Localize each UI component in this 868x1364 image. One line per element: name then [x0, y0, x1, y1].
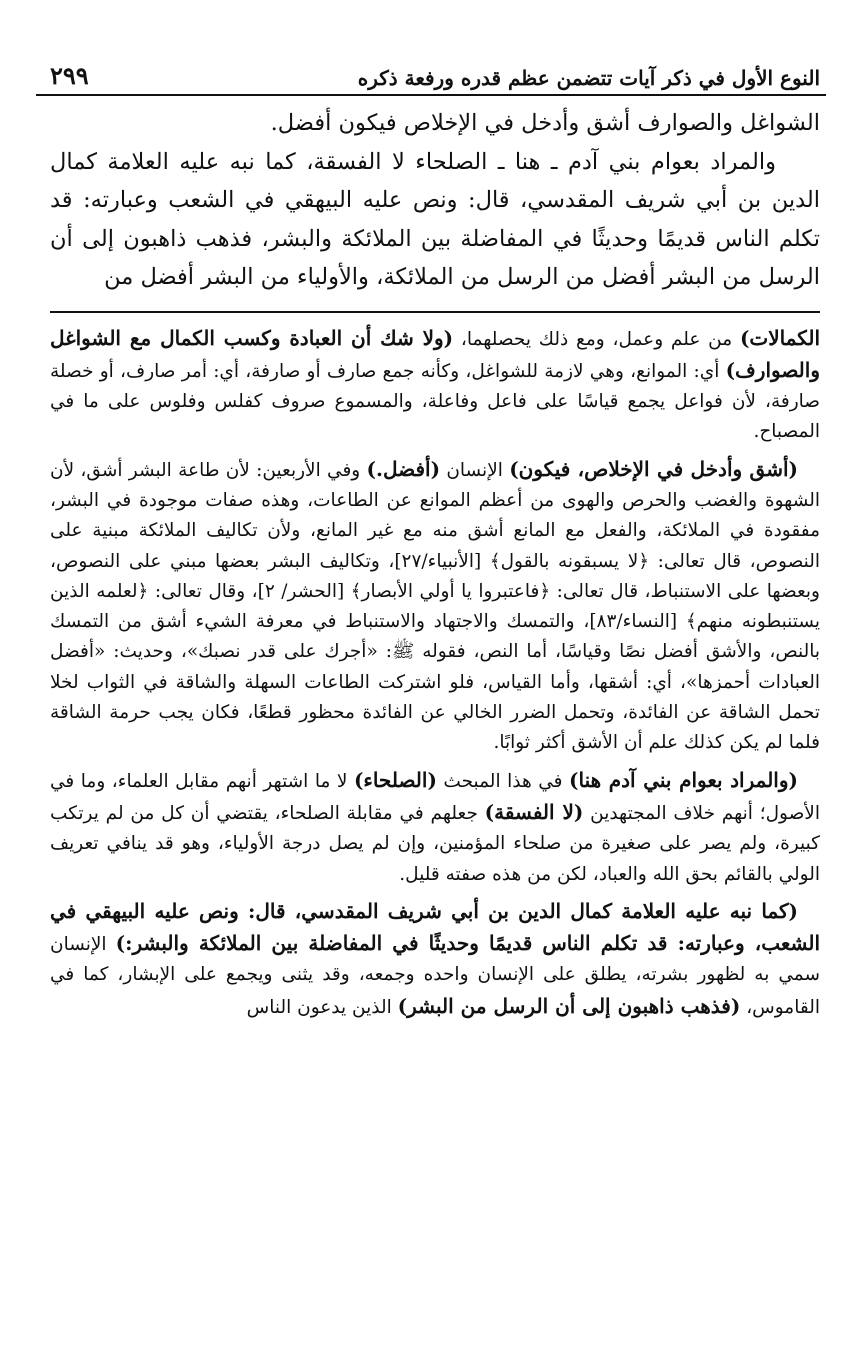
quoted-text: الكمالات) — [739, 325, 821, 350]
quoted-text: (والمراد بعوام بني آدم هنا) — [569, 767, 798, 792]
commentary-paragraph — [50, 323, 820, 448]
page-number: ٢٩٩ — [50, 61, 89, 90]
quoted-text: (لا الفسقة) — [484, 799, 584, 824]
quoted-text: (ولا شك أن العبادة وكسب الكمال مع الشواغل والصوارف) — [50, 325, 820, 382]
quoted-text: (كما نبه عليه العلامة كمال الدين بن أبي شريف المقدسي، قال: ونص عليه البيهقي في الشعب، وعبارته: قد تكلم الناس قديمًا وحديثًا في المفاضلة بين الملائكة والبشر:) — [50, 898, 820, 956]
main-paragraph: والمراد بعوام بني آدم ـ هنا ـ الصلحاء لا الفسقة، كما نبه عليه العلامة كمال الدين بن أبي شريف المقدسي، قال: ونص عليه البيهقي في الشعب وعبارته: قد تكلم الناس قديمًا وحديثًا في المفاضلة بين الملائكة والبشر، فذهب ذاهبون إلى أن الرسل من البشر أفضل من الرسل من الملائكة، والأولياء من البشر أفضل من — [50, 148, 820, 290]
main-paragraph: الشواغل والصوارف أشق وأدخل في الإخلاص فيكون أفضل. — [270, 110, 820, 136]
commentary-text: في هذا المبحث — [436, 770, 570, 792]
commentary-text: الإنسان — [440, 459, 510, 481]
quoted-text: (أشق وأدخل في الإخلاص، فيكون) — [509, 456, 799, 481]
quoted-text: (الصلحاء) — [353, 767, 437, 792]
commentary-text: جعلهم في مقابلة الصلحاء، يقتضي أن كل من لم يرتكب كبيرة، ولم يصر على صغيرة من صلحاء المؤمنين، وإن لم يصل درجة الأولياء، وهو قد ينافي تعريف الولي بالقائم بحق الله والعباد، لكن من هذه صفته قليل. — [50, 802, 820, 885]
main-text — [50, 104, 820, 297]
commentary-text: من علم وعمل، ومع ذلك يحصلهما، — [453, 328, 740, 350]
commentary-paragraph — [50, 896, 820, 1023]
commentary-text: الإنسان سمي به لظهور بشرته، يطلق على الإنسان واحده وجمعه، وقد يثنى ويجمع على الإبشار، كما في القاموس، — [50, 934, 820, 1018]
commentary-text: وفي الأربعين: لأن طاعة البشر أشق، لأن الشهوة والغضب والحرص والهوى من أعظم الموانع عن الطاعات، وهذه صفات موجودة في البشر، مفقودة في الملائكة، والفعل مع المانع أشق منه مع غير المانع، ولأن تكاليف الملائكة مبنية على النصوص، قال تعالى: ﴿لا يسبقونه بالقول﴾ [الأنبياء/٢٧]، وتكاليف البشر بعضها مبني على النصوص، وبعضها على الاستنباط، قال تعالى: ﴿فاعتبروا يا أولي الأبصار﴾ [الحشر/ ٢]، وقال تعالى: ﴿لعلمه الذين يستنبطونه منهم﴾ [النساء/٨٣]، والتمسك والاجتهاد والاستنباط في معرفة الشيء أشق من التمسك بالنص، والأشق أفضل نصًا وقياسًا، أما النص، فقوله ﷺ: «أجرك على قدر نصبك»، وحديث: «أفضل العبادات أحمزها»، أي: أشقها، وأما القياس، فلو اشتركت الطاعات السهلة والشاقة في الثواب لخلا تحمل الشاقة عن الفائدة، وتحمل الضرر الخالي عن الفائدة محظور قطعًا، فكان يجب حرمة الشاقة فلما لم يكن كذلك علم أن الأشق أكثر ثوابًا. — [50, 459, 820, 754]
quoted-text: (أفضل.) — [366, 456, 441, 481]
header-title: النوع الأول في ذكر آيات تتضمن عظم قدره ورفعة ذكره — [357, 66, 820, 90]
quoted-text: (فذهب ذاهبون إلى أن الرسل من البشر) — [397, 993, 741, 1018]
commentary-text: الذين يدعون الناس — [246, 996, 398, 1018]
commentary-paragraph — [50, 765, 820, 890]
footnote-separator — [50, 311, 820, 313]
running-header — [36, 46, 826, 96]
commentary-text: لا ما اشتهر أنهم مقابل العلماء، وما في الأصول؛ أنهم خلاف المجتهدين — [50, 770, 820, 824]
commentary — [50, 323, 820, 1024]
commentary-text: أي: الموانع، وهي لازمة للشواغل، وكأنه جمع صارف أو صارفة، أي: أمر صارف، أو خصلة صارفة، لأن فواعل يجمع قياسًا على فاعل وفاعلة، والمسموع صروف كفلس وفلوس على ما في المصباح. — [50, 360, 820, 443]
commentary-paragraph — [50, 454, 820, 759]
